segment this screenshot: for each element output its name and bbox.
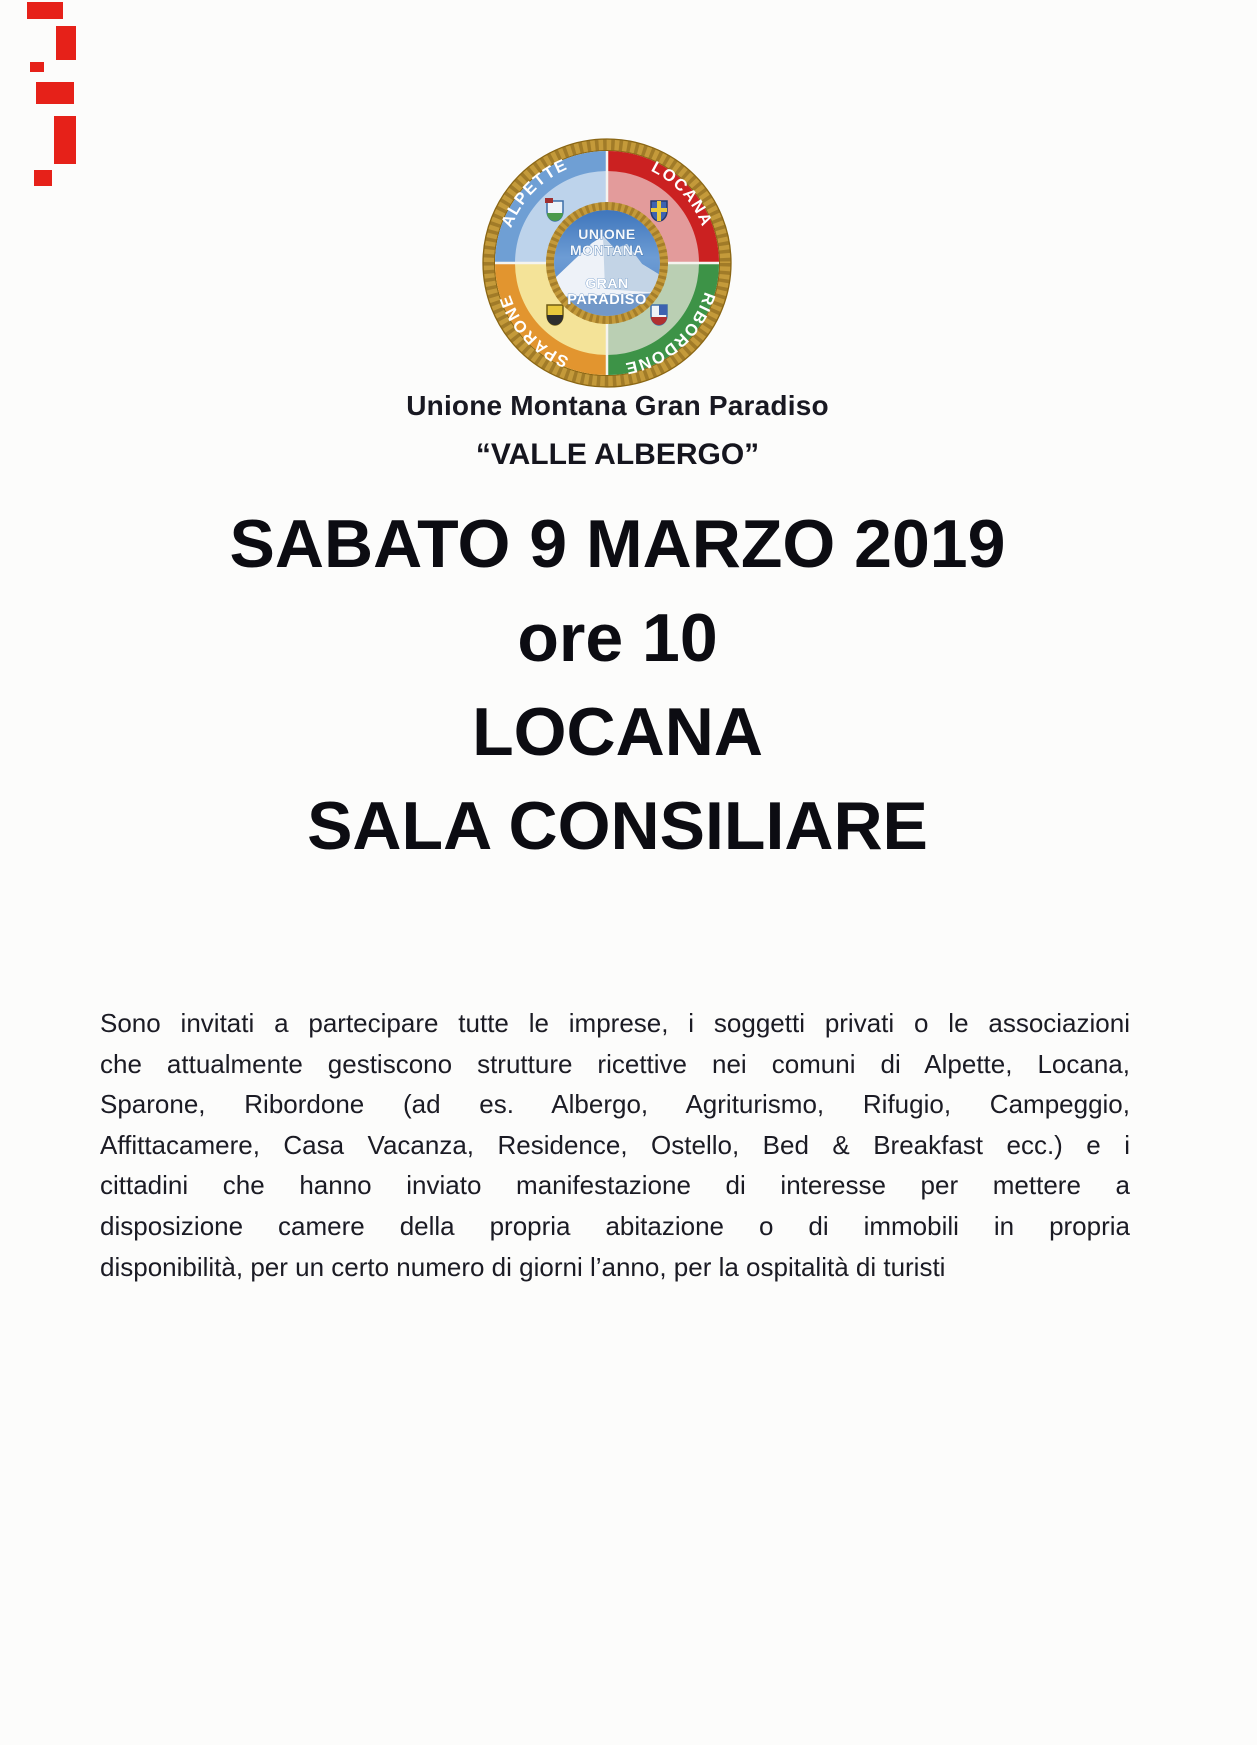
center-line-gran: GRAN xyxy=(585,275,629,291)
org-subtitle: “VALLE ALBERGO” xyxy=(475,438,760,471)
center-line-montana: MONTANA xyxy=(569,242,645,258)
ribordone-crest-icon xyxy=(651,305,667,325)
center-line-unione: UNIONE xyxy=(578,226,636,242)
alpette-label: ALPETTE xyxy=(497,155,571,231)
paragraph-line: Sono invitati a partecipare tutte le imprese, i soggetti privati o le associazioni xyxy=(100,1008,1130,1038)
event-headings xyxy=(0,497,1246,873)
paragraph-line: Sparone, Ribordone (ad es. Albergo, Agriturismo, Rifugio, Campeggio, xyxy=(100,1089,1130,1120)
locana-crest-icon xyxy=(651,201,667,221)
paragraph-line: Affittacamere, Casa Vacanza, Residence, Ostello, Bed & Breakfast ecc.) e i xyxy=(100,1129,1130,1160)
paragraph-line: cittadini che hanno inviato manifestazione di interesse per mettere a xyxy=(100,1170,1130,1201)
ribordone-label: RIBORDONE xyxy=(622,290,719,378)
union-montana-seal-logo xyxy=(482,138,732,388)
heading-venue: SALA CONSILIARE xyxy=(307,788,928,864)
org-name: Unione Montana Gran Paradiso xyxy=(406,390,829,421)
locana-label: LOCANA xyxy=(648,158,716,230)
invitation-paragraph xyxy=(100,1003,1130,1287)
heading-date: SABATO 9 MARZO 2019 xyxy=(229,506,1006,582)
paragraph-line: disposizione camere della propria abitazione o di immobili in propria xyxy=(100,1210,1130,1241)
heading-time: ore 10 xyxy=(517,600,718,676)
heading-place: LOCANA xyxy=(472,694,763,770)
seal-logo-icon xyxy=(482,138,732,388)
sparone-crest-icon xyxy=(547,305,563,325)
paragraph-line: che attualmente gestiscono strutture ricettive nei comuni di Alpette, Locana, xyxy=(100,1048,1130,1079)
paragraph-line: disponibilità, per un certo numero di giorni l’anno, per la ospitalità di turisti xyxy=(100,1251,946,1282)
sparone-label: SPARONE xyxy=(496,291,572,371)
center-line-paradiso: PARADISO xyxy=(567,292,647,308)
